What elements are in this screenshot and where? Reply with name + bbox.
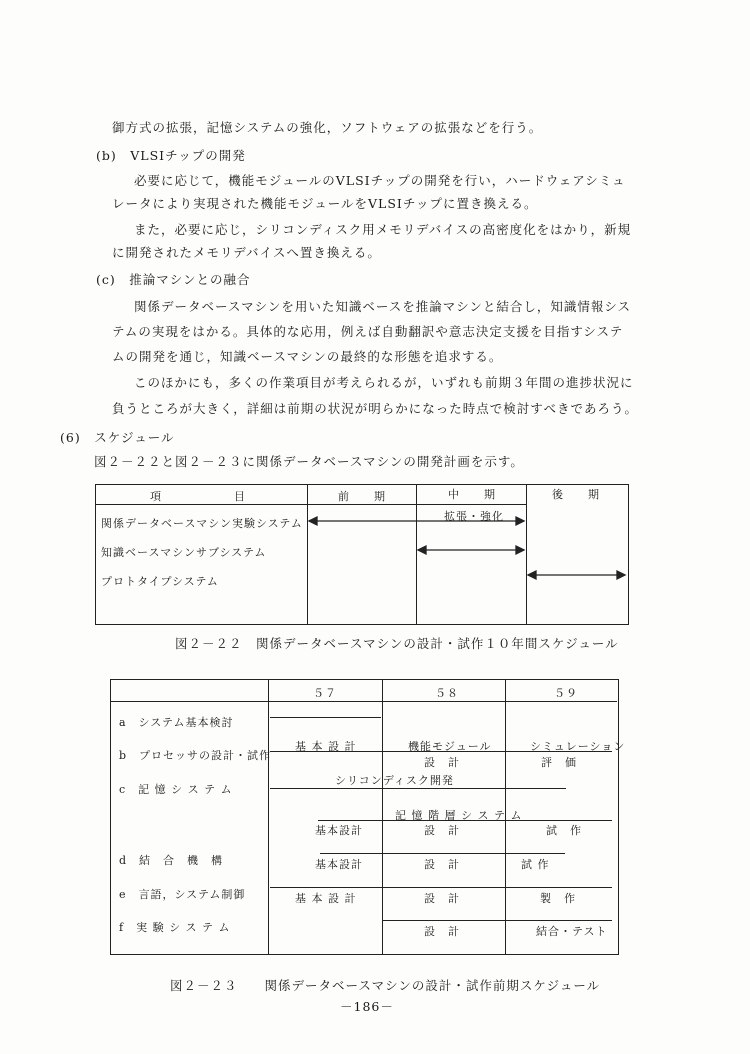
row-label: プロトタイプシステム [101, 575, 219, 588]
arrowhead-left-icon [528, 571, 536, 579]
row-label: 知識ベースマシンサブシステム [101, 546, 267, 559]
arrowhead-right-icon [516, 546, 524, 554]
row-label-b: b プロセッサの設計・試作 [119, 749, 272, 762]
section-6-intro: 図２－２２と図２－２３に関係データベースマシンの開発計画を示す。 [94, 454, 524, 469]
arrowhead-left-icon [309, 517, 317, 525]
bar-label: 試 作 [521, 858, 550, 871]
bar-label: 設 計 [424, 925, 460, 938]
header-mid: 中 期 [448, 488, 496, 501]
year-label: ５７ [313, 687, 337, 700]
row-label: 関係データベースマシン実験システム [101, 517, 303, 530]
section-b-text: に開発されたメモリデバイスへ置き換える。 [112, 245, 381, 260]
bar-label: 結合・テスト [536, 925, 608, 938]
bar-label: 基 本 設 計 [295, 892, 357, 905]
bar-label: 設 計 [424, 858, 460, 871]
bar-label: シミュレーション [530, 740, 626, 753]
figure-2-23-caption: 図２－２３ 関係データベースマシンの設計・試作前期スケジュール [170, 978, 601, 993]
bar-label: 製 作 [540, 892, 576, 905]
arrowhead-right-icon [516, 517, 524, 525]
section-c-heading: (c) 推論マシンとの融合 [96, 272, 251, 287]
bar-label: 評 価 [541, 756, 577, 769]
section-b-heading: (b) VLSIチップの開発 [96, 148, 246, 163]
annotation-expand: 拡張・強化 [444, 510, 504, 523]
arrowhead-left-icon [418, 546, 426, 554]
section-b-text: レータにより実現された機能モジュールをVLSIチップに置き換える。 [112, 196, 538, 211]
section-c-text: ムの開発を通じ，知識ベースマシンの最終的な形態を追求する。 [112, 349, 503, 364]
page-number: －186－ [340, 999, 394, 1014]
section-c-text: このほかにも，多くの作業項目が考えられるが，いずれも前期３年間の進捗状況に [134, 375, 634, 390]
year-label: ５９ [554, 687, 578, 700]
bar-label: 機能モジュール [408, 740, 492, 753]
bar-label: 記 憶 階 層 シ ス テ ム [395, 809, 523, 822]
row-label-e: e 言語，システム制御 [119, 888, 246, 901]
section-b-text: また，必要に応じ，シリコンディスク用メモリデバイスの高密度化をはかり，新規 [134, 222, 632, 237]
header-late: 後 期 [552, 488, 600, 501]
section-b-text: 必要に応じて，機能モジュールのVLSIチップの開発を行い，ハードウェアシミュ [134, 173, 626, 188]
section-6-heading: (6) スケジュール [60, 430, 175, 445]
bar-label: 設 計 [424, 756, 460, 769]
row-label-c: c 記 憶 シ ス テ ム [119, 783, 233, 796]
bar-label: 設 計 [424, 892, 460, 905]
year-label: ５８ [435, 687, 459, 700]
paragraph-continuation: 御方式の拡張，記憶システムの強化，ソフトウェアの拡張などを行う。 [112, 120, 543, 135]
section-c-text: 負うところが大きく，詳細は前期の状況が明らかになった時点で検討すべきであろう。 [112, 401, 639, 416]
row-label-f: f 実 験 シ ス テ ム [119, 921, 231, 934]
bar-label: 設 計 [424, 824, 460, 837]
bar-label: 試 作 [546, 824, 582, 837]
header-item: 項 目 [150, 490, 246, 503]
row-label-a: a システム基本検討 [119, 716, 234, 729]
section-c-text: 関係データベースマシンを用いた知識ベースを推論マシンと結合し，知識情報シス [134, 299, 632, 314]
row-label-d: d 結 合 機 構 [119, 854, 224, 867]
section-c-text: テムの実現をはかる。具体的な応用，例えば自動翻訳や意志決定支援を目指すシステ [112, 324, 624, 339]
bar-label: 基本設計 [315, 824, 363, 837]
figure-2-22-caption: 図２－２２ 関係データベースマシンの設計・試作１０年間スケジュール [175, 636, 619, 651]
arrowhead-right-icon [617, 571, 625, 579]
header-early: 前 期 [338, 490, 386, 503]
bar-label: 基本設計 [315, 858, 363, 871]
bar-label: 基 本 設 計 [295, 740, 357, 753]
bar-label: シリコンディスク開発 [335, 774, 454, 787]
